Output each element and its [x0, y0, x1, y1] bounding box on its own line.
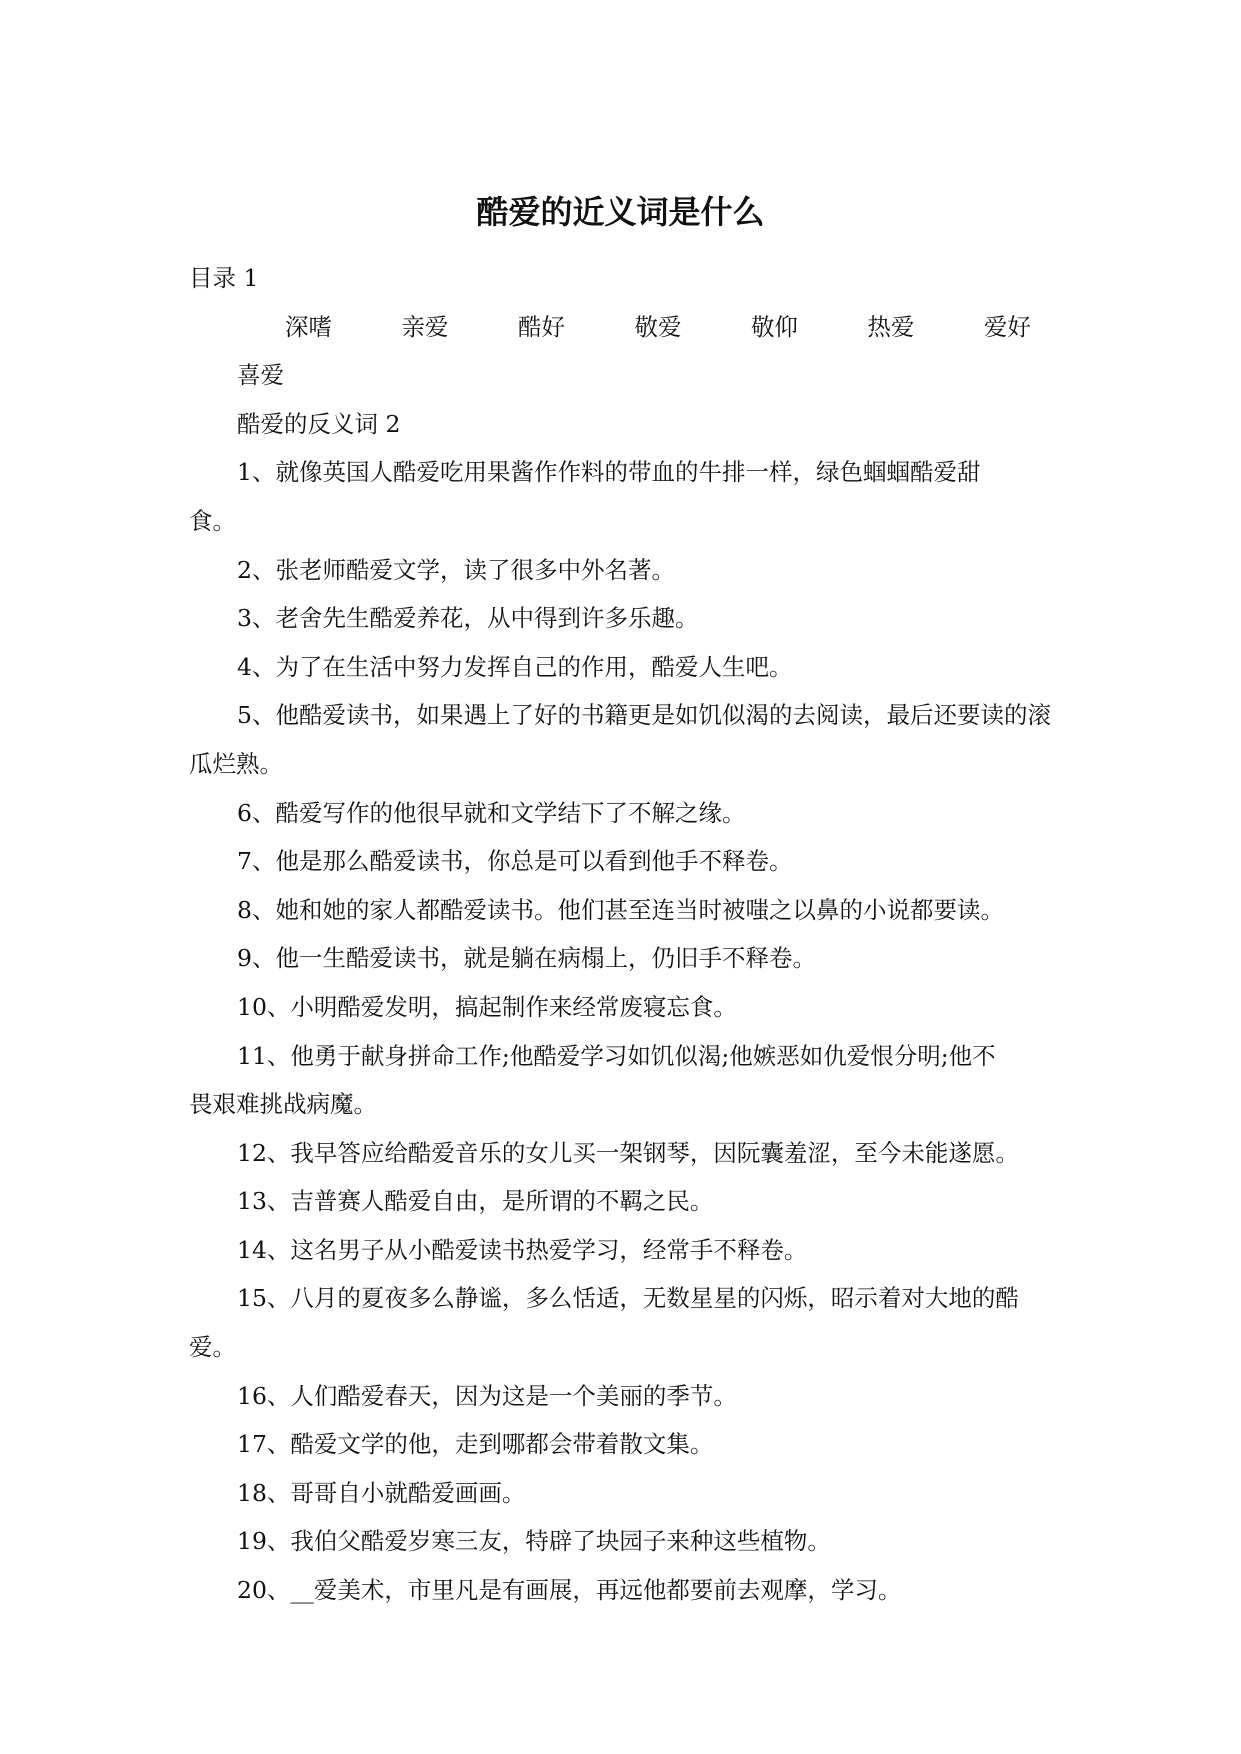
synonym-word: 亲爱 — [401, 312, 449, 341]
synonym-word: 热爱 — [867, 312, 915, 341]
example-sentence: 13、吉普赛人酷爱自由，是所谓的不羁之民。 — [237, 1187, 714, 1216]
example-sentence: 1、就像英国人酷爱吃用果酱作作料的带血的牛排一样，绿色蝈蝈酷爱甜食。 — [189, 458, 981, 535]
example-sentence: 18、哥哥自小就酷爱画画。 — [237, 1478, 526, 1507]
example-sentence: 10、小明酷爱发明，搞起制作来经常废寝忘食。 — [237, 992, 737, 1021]
synonym-word: 喜爱 — [237, 361, 284, 390]
example-sentence: 16、人们酷爱春天，因为这是一个美丽的季节。 — [237, 1381, 737, 1410]
example-sentence: 5、他酷爱读书，如果遇上了好的书籍更是如饥似渴的去阅读，最后还要读的滚瓜烂熟。 — [189, 701, 1051, 778]
antonym-heading: 酷爱的反义词 2 — [237, 409, 401, 438]
synonym-word: 酷好 — [517, 312, 565, 341]
synonym-word: 深嗜 — [285, 312, 332, 341]
synonym-word: 敬仰 — [750, 312, 798, 341]
example-sentence: 3、老舍先生酷爱养花，从中得到许多乐趣。 — [237, 604, 699, 633]
example-sentence: 9、他一生酷爱读书，就是躺在病榻上，仍旧手不释卷。 — [237, 944, 816, 973]
toc-heading: 目录 1 — [189, 264, 259, 292]
example-sentence: 11、他勇于献身拼命工作;他酷爱学习如饥似渴;他嫉恶如仇爱恨分明;他不畏艰难挑战病魔。 — [189, 1041, 996, 1119]
example-sentence: 19、我伯父酷爱岁寒三友，特辟了块园子来种这些植物。 — [237, 1527, 831, 1556]
example-sentence: 20、__爱美术，市里凡是有画展，再远他都要前去观摩，学习。 — [237, 1576, 902, 1605]
example-sentence: 2、张老师酷爱文学，读了很多中外名著。 — [237, 555, 675, 584]
example-sentence: 8、她和她的家人都酷爱读书。他们甚至连当时被嗤之以鼻的小说都要读。 — [237, 895, 1004, 924]
example-sentence: 14、这名男子从小酷爱读书热爱学习，经常手不释卷。 — [237, 1235, 808, 1264]
example-sentence: 6、酷爱写作的他很早就和文学结下了不解之缘。 — [237, 798, 746, 827]
example-sentence: 17、酷爱文学的他，走到哪都会带着散文集。 — [237, 1430, 714, 1459]
example-sentence: 7、他是那么酷爱读书，你总是可以看到他手不释卷。 — [237, 847, 793, 876]
synonym-word: 爱好 — [983, 312, 1031, 341]
synonym-word: 敬爱 — [634, 312, 682, 341]
document-title: 酷爱的近义词是什么 — [476, 193, 765, 231]
example-sentence: 4、为了在生活中努力发挥自己的作用，酷爱人生吧。 — [237, 652, 793, 681]
synonym-list — [189, 303, 1059, 400]
example-sentence: 12、我早答应给酷爱音乐的女儿买一架钢琴，因阮囊羞涩，至今未能遂愿。 — [237, 1138, 1019, 1167]
document-body — [189, 254, 1059, 1615]
example-sentence: 15、八月的夏夜多么静谧，多么恬适，无数星星的闪烁，昭示着对大地的酷爱。 — [189, 1284, 1019, 1362]
